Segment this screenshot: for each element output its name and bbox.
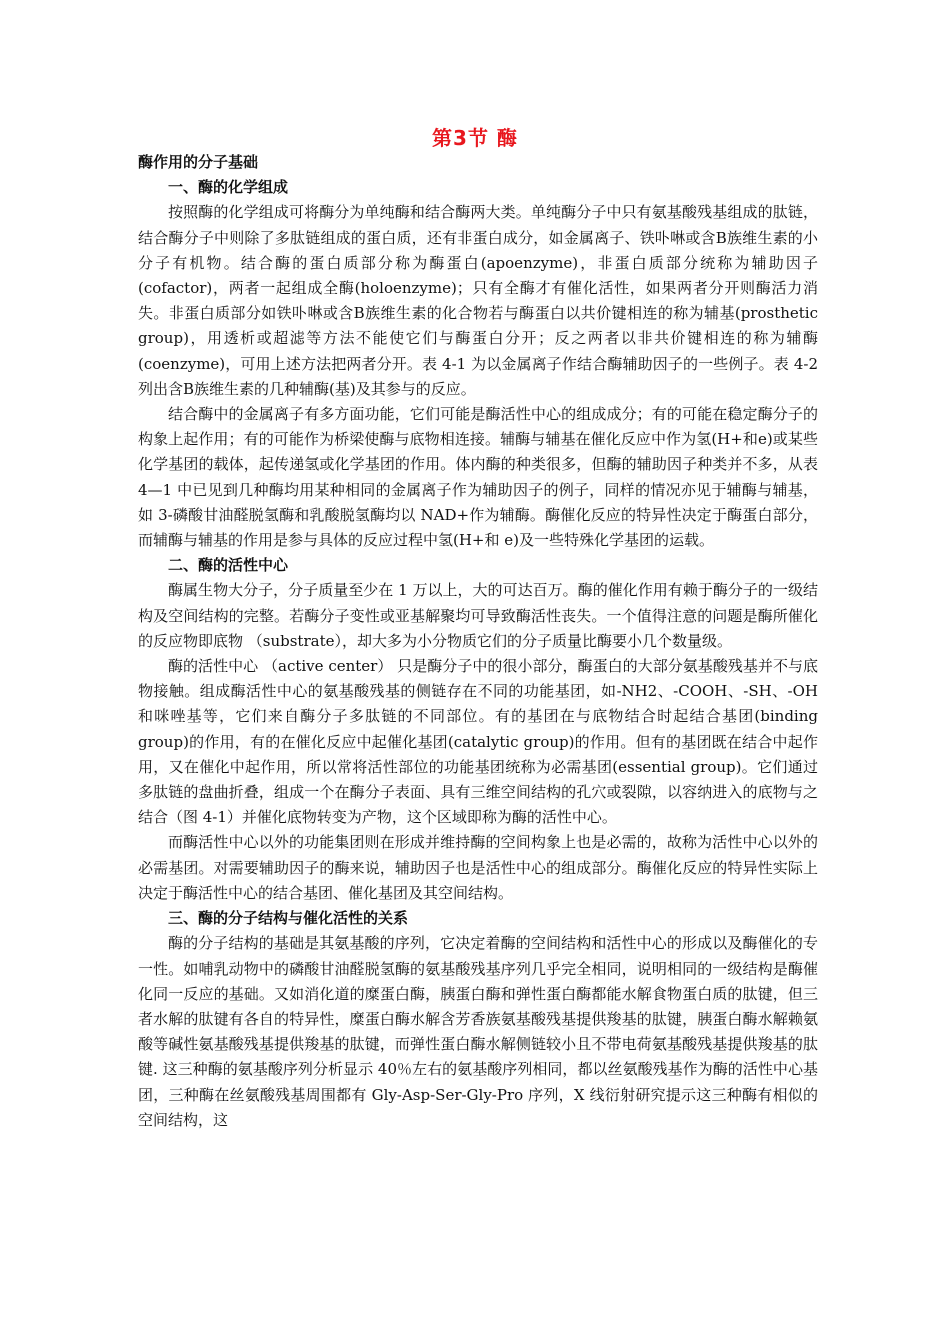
paragraph: 酶属生物大分子，分子质量至少在 1 万以上，大的可达百万。酶的催化作用有赖于酶分子的一级结构及空间结构的完整。若酶分子变性或亚基解聚均可导致酶活性丧失。一个值得注意的问题是酶所催化的反应物即底物 （substrate），却大多为小分物质它们的分子质量比酶要小几个数量级。 [138,581,818,650]
paragraph: 结合酶中的金属离子有多方面功能，它们可能是酶活性中心的组成成分；有的可能在稳定酶分子的构象上起作用；有的可能作为桥梁使酶与底物相连接。辅酶与辅基在催化反应中作为氢(H+和e)或某些化学基团的载体，起传递氢或化学基团的作用。体内酶的种类很多，但酶的辅助因子种类并不多，从表 4—1 中已见到几种酶均用某种相同的金属离子作为辅助因子的例子，同样的情况亦见于辅酶与辅基，如 3-磷酸甘油醛脱氢酶和乳酸脱氢酶均以 NAD+作为辅酶。酶催化反应的特异性决定于酶蛋白部分，而辅酶与辅基的作用是参与具体的反应过程中氢(H+和 e)及一些特殊化学基团的运载。 [138,405,818,550]
subsection-heading-3: 三、酶的分子结构与催化活性的关系 [168,909,409,928]
paragraph: 酶的分子结构的基础是其氨基酸的序列，它决定着酶的空间结构和活性中心的形成以及酶催化的专一性。如哺乳动物中的磷酸甘油醛脱氢酶的氨基酸残基序列几乎完全相同，说明相同的一级结构是酶催化同一反应的基础。又如消化道的糜蛋白酶，胰蛋白酶和弹性蛋白酶都能水解食物蛋白质的肽键，但三者水解的肽键有各自的特异性，糜蛋白酶水解含芳香族氨基酸残基提供羧基的肽键，胰蛋白酶水解赖氨酸等碱性氨基酸残基提供羧基的肽键，而弹性蛋白酶水解侧链较小且不带电荷氨基酸残基提供羧基的肽键. 这三种酶的氨基酸序列分析显示 40％左右的氨基酸序列相同，都以丝氨酸残基作为酶的活性中心基团，三种酶在丝氨酸残基周围都有 Gly-Asp-Ser-Gly-Pro 序列，X 线衍射研究提示这三种酶有相似的空间结构，这 [138,934,818,1129]
subsection-heading-1: 一、酶的化学组成 [168,178,289,197]
page-title: 第3节 酶 [432,126,518,150]
paragraph: 按照酶的化学组成可将酶分为单纯酶和结合酶两大类。单纯酶分子中只有氨基酸残基组成的肽链，结合酶分子中则除了多肽链组成的蛋白质，还有非蛋白成分，如金属离子、铁卟啉或含B族维生素的小分子有机物。结合酶的蛋白质部分称为酶蛋白(apoenzyme)，非蛋白质部分统称为辅助因子 (cofactor)，两者一起组成全酶(holoenzyme)；只有全酶才有催化活性，如果两者分开则酶活力消失。非蛋白质部分如铁卟啉或含B族维生素的化合物若与酶蛋白以共价键相连的称为辅基(prosthetic group)，用透析或超滤等方法不能使它们与酶蛋白分开；反之两者以非共价键相连的称为辅酶(coenzyme)，可用上述方法把两者分开。表 4-1 为以金属离子作结合酶辅助因子的一些例子。表 4-2 列出含B族维生素的几种辅酶(基)及其参与的反应。 [138,203,818,398]
section-heading: 酶作用的分子基础 [138,153,259,171]
document-body [138,150,818,1133]
paragraph: 而酶活性中心以外的功能集团则在形成并维持酶的空间构象上也是必需的，故称为活性中心以外的必需基团。对需要辅助因子的酶来说，辅助因子也是活性中心的组成部分。酶催化反应的特异性实际上决定于酶活性中心的结合基团、催化基团及其空间结构。 [138,833,818,902]
subsection-heading-2: 二、酶的活性中心 [168,556,289,575]
paragraph: 酶的活性中心 （active center） 只是酶分子中的很小部分，酶蛋白的大部分氨基酸残基并不与底物接触。组成酶活性中心的氨基酸残基的侧链存在不同的功能基团，如-NH2、-COOH、-SH、-OH 和咪唑基等，它们来自酶分子多肽链的不同部位。有的基团在与底物结合时起结合基团(binding group)的作用，有的在催化反应中起催化基团(catalytic group)的作用。但有的基团既在结合中起作用，又在催化中起作用，所以常将活性部位的功能基团统称为必需基团(essential group)。它们通过多肽链的盘曲折叠，组成一个在酶分子表面、具有三维空间结构的孔穴或裂隙，以容纳进入的底物与之结合（图 4-1）并催化底物转变为产物，这个区域即称为酶的活性中心。 [138,657,818,827]
